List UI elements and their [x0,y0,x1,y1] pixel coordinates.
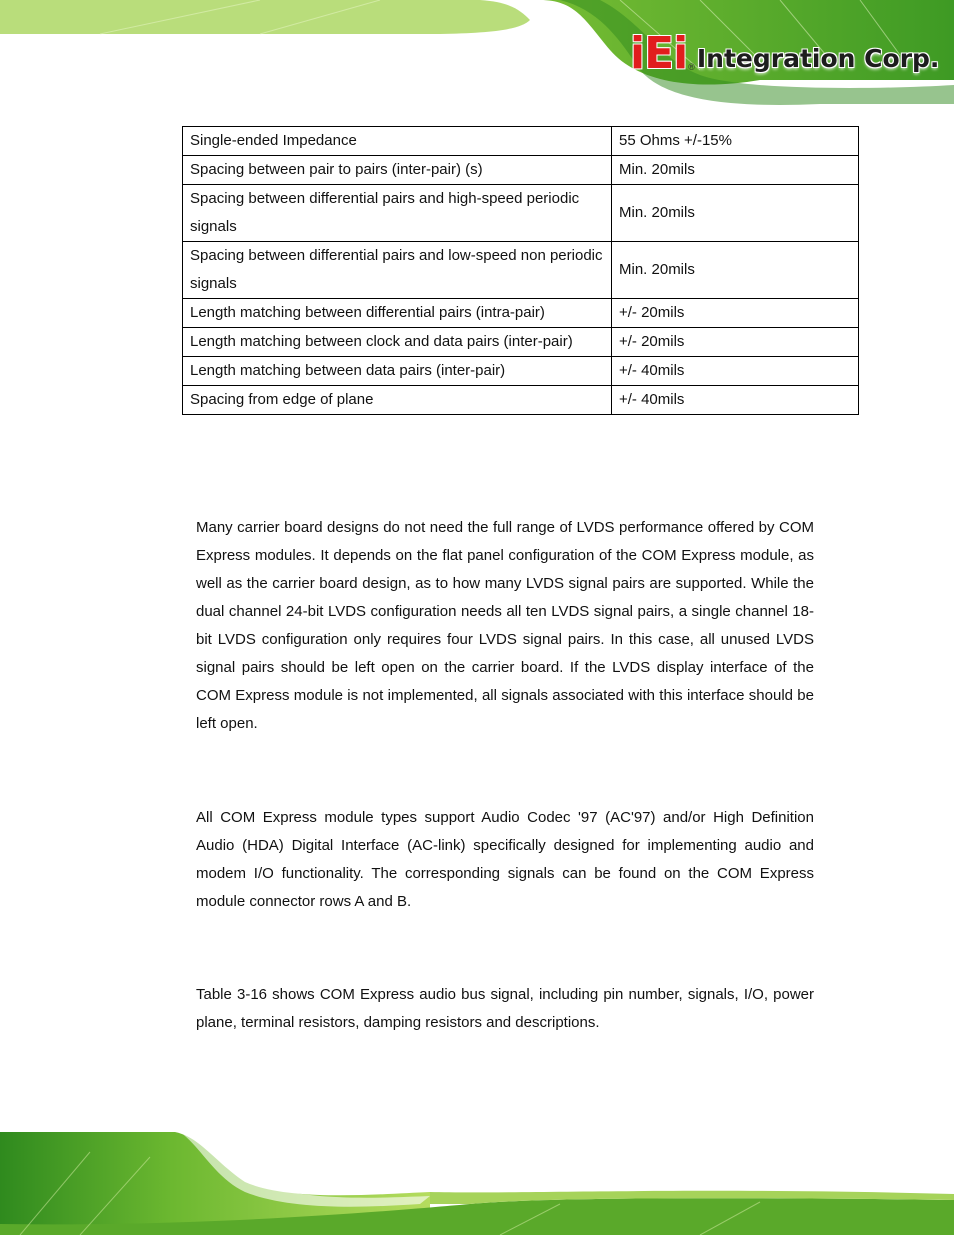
lvds-spec-table [182,126,859,415]
table-cell-value: +/- 20mils [612,299,859,328]
paragraph-lvds: Many carrier board designs do not need the full range of LVDS performance offered by COM Express modules. It depends on the flat panel configuration of the COM Express module, as well as the carrier board design, as to how many LVDS signal pairs are supported. While the dual channel 24-bit LVDS configuration needs all ten LVDS signal pairs, a single channel 18-bit LVDS configuration only requires four LVDS signal pairs. In this case, all unused LVDS signal pairs should be left open on the carrier board. If the LVDS display interface of the COM Express module is not implemented, all signals associated with this interface should be left open. [196,519,814,732]
table-cell-value: Min. 20mils [612,185,859,242]
table-cell-parameter: Spacing between pair to pairs (inter-pair) (s) [183,156,612,185]
page-header [0,0,954,115]
table-cell-parameter: Length matching between differential pairs (intra-pair) [183,299,612,328]
table-cell-parameter: Spacing from edge of plane [183,386,612,415]
table-cell-value: Min. 20mils [612,242,859,299]
table-row [183,386,859,415]
footer-background [0,1132,954,1235]
company-logo [630,26,940,79]
table-cell-parameter: Spacing between differential pairs and high-speed periodic signals [183,185,612,242]
table-row [183,127,859,156]
table-cell-parameter: Length matching between data pairs (inter-pair) [183,357,612,386]
table-cell-value: +/- 40mils [612,386,859,415]
table-cell-parameter: Length matching between clock and data pairs (inter-pair) [183,328,612,357]
logo-registered-mark: ® [688,62,695,72]
table-cell-value: +/- 20mils [612,328,859,357]
logo-mark: iEi [630,28,688,79]
paragraph-table-reference: Table 3-16 shows COM Express audio bus signal, including pin number, signals, I/O, power plane, terminal resistors, damping resistors and descriptions. [196,986,814,1031]
table-cell-value: Min. 20mils [612,156,859,185]
page-footer [0,1132,954,1235]
paragraph-audio: All COM Express module types support Audio Codec '97 (AC'97) and/or High Definition Audio (HDA) Digital Interface (AC-link) specifically designed for implementing audio and modem I/O functionality. The corresponding signals can be found on the COM Express module connector rows A and B. [196,809,814,910]
table-row [183,299,859,328]
table-row [183,185,859,242]
logo-text: Integration Corp. [696,44,940,73]
table-cell-value: 55 Ohms +/-15% [612,127,859,156]
table-row [183,328,859,357]
table-row [183,156,859,185]
table-row [183,242,859,299]
table-cell-value: +/- 40mils [612,357,859,386]
table-cell-parameter: Spacing between differential pairs and low-speed non periodic signals [183,242,612,299]
table-cell-parameter: Single-ended Impedance [183,127,612,156]
table-row [183,357,859,386]
